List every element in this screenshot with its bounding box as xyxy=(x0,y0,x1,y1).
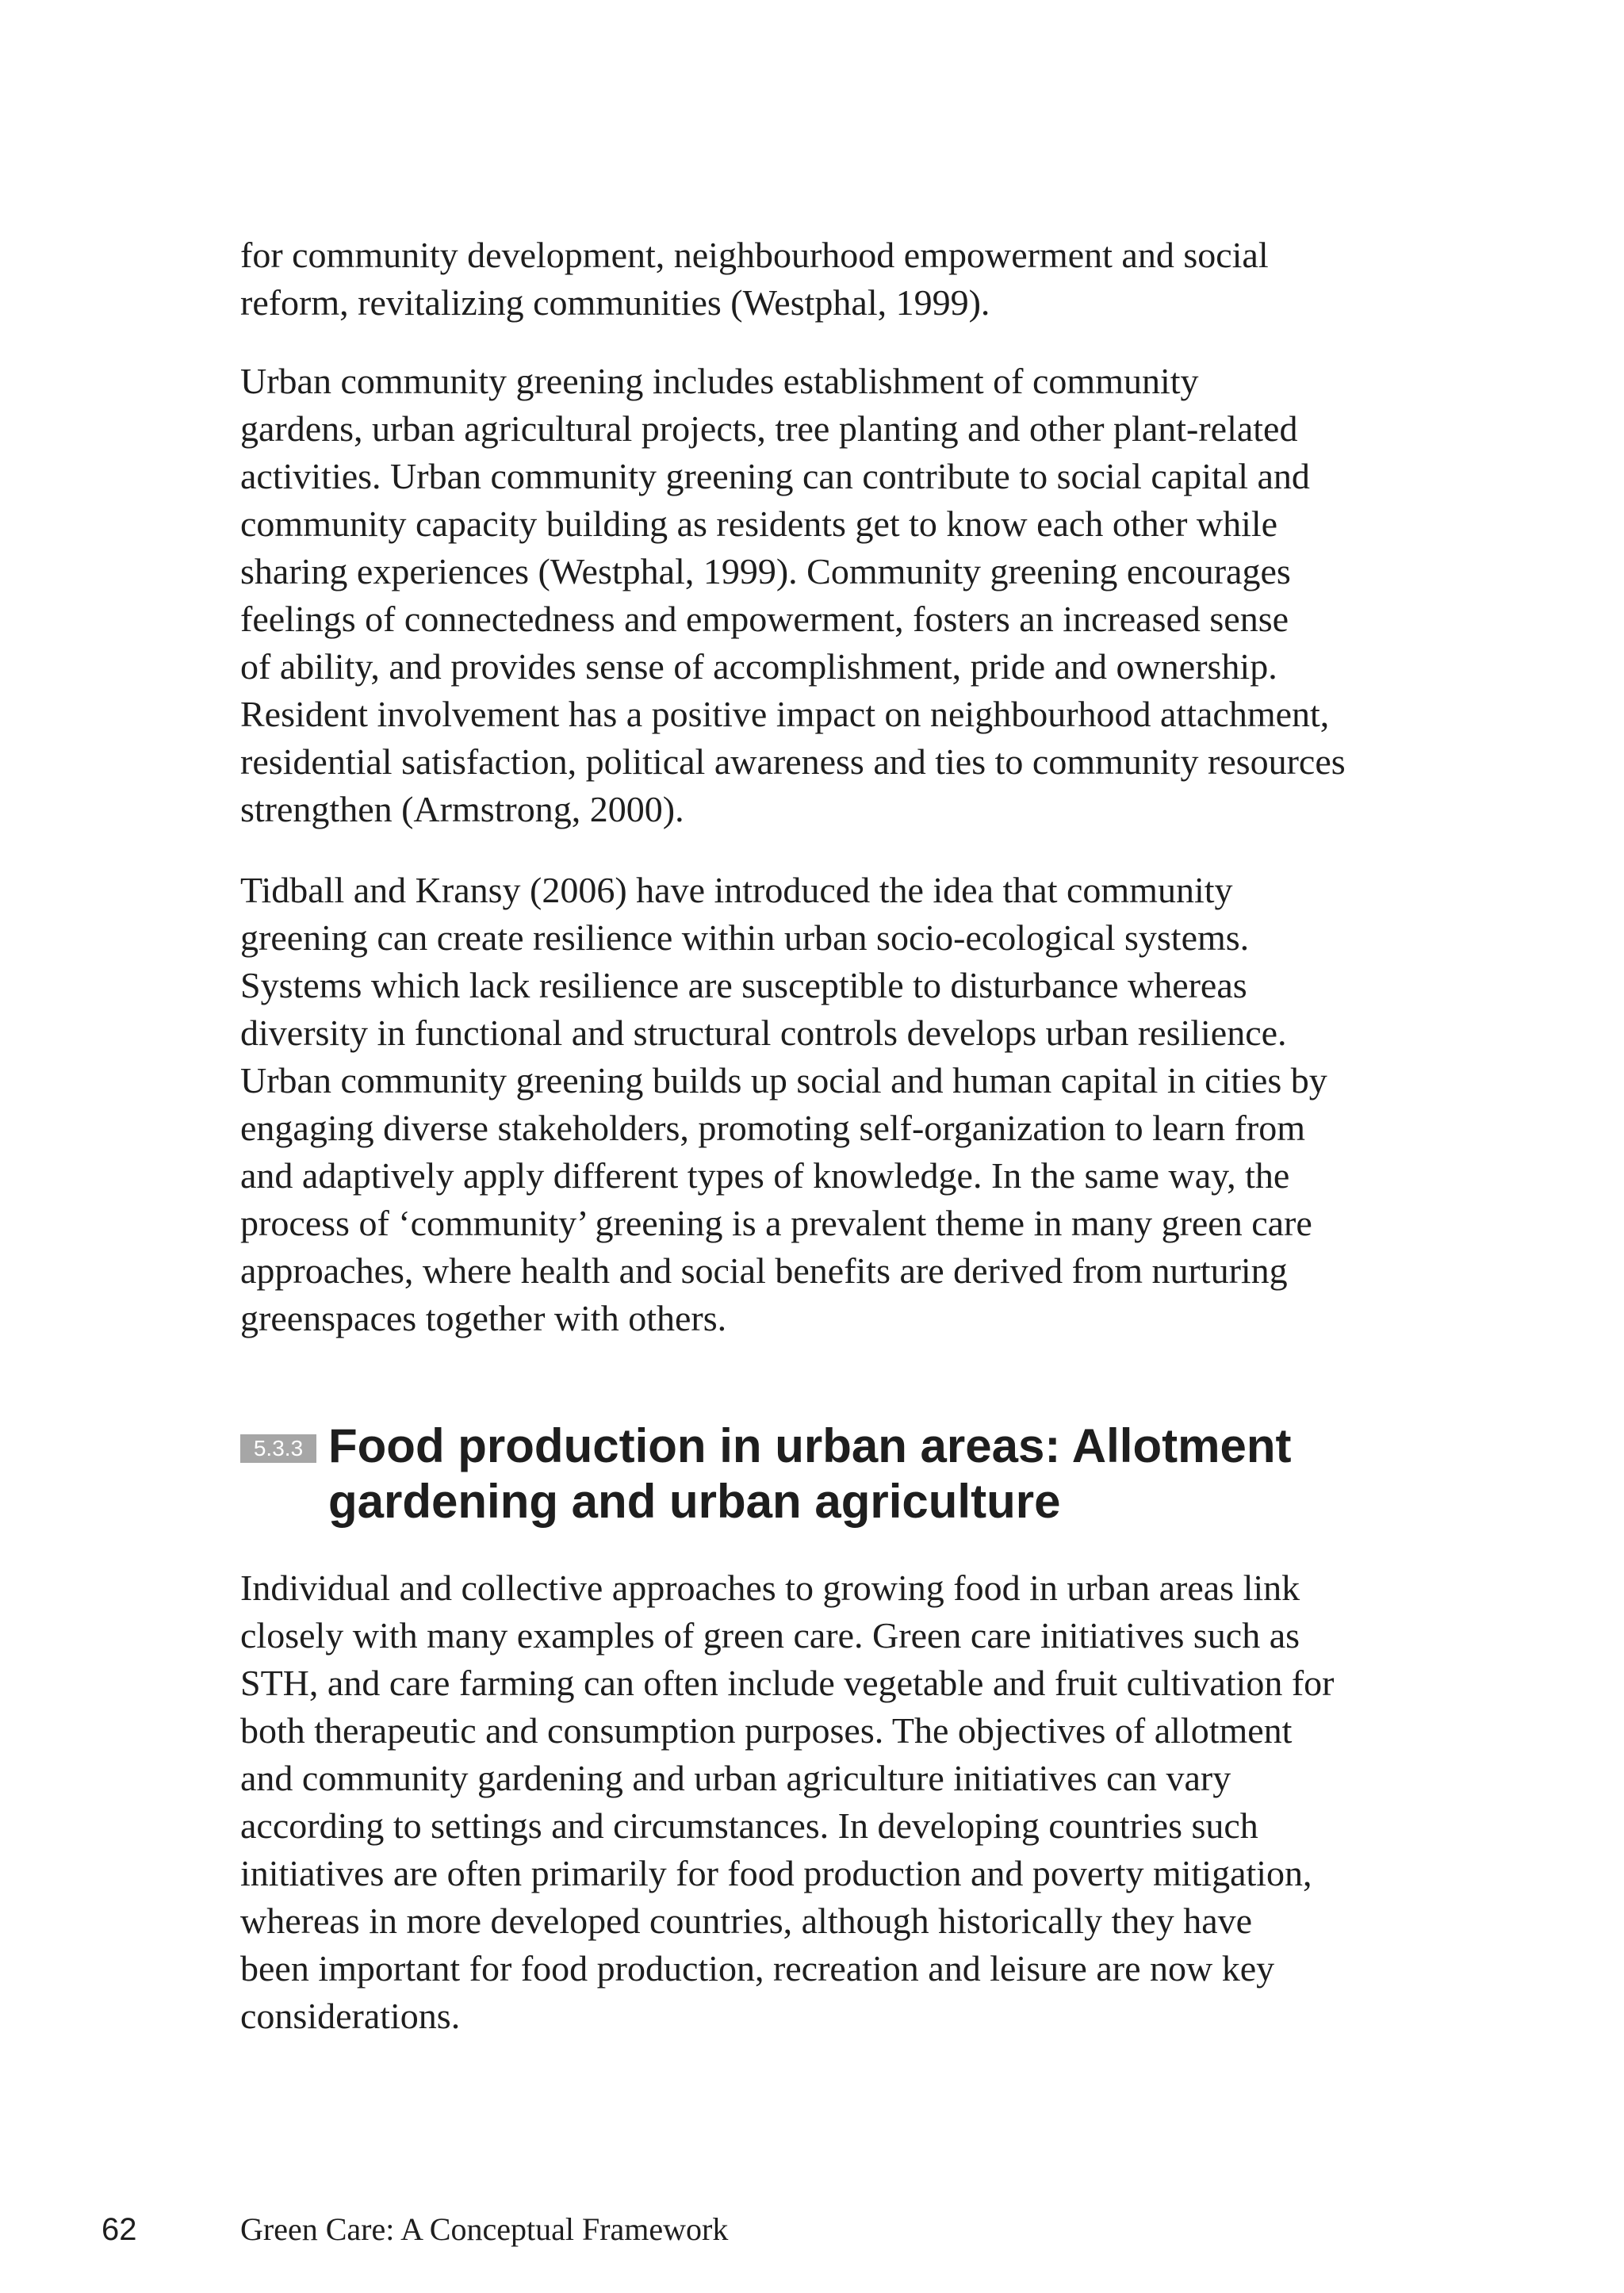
paragraph-line: greening can create resilience within urban socio-ecological systems. xyxy=(240,917,1250,958)
paragraph-line: diversity in functional and structural controls develops urban resilience. xyxy=(240,1013,1287,1053)
section-number-badge: 5.3.3 xyxy=(240,1434,316,1463)
section-title xyxy=(328,1418,1291,1529)
paragraph-line: Urban community greening builds up social and human capital in cities by xyxy=(240,1060,1327,1101)
section-title-line: Food production in urban areas: Allotment xyxy=(328,1419,1292,1472)
body-paragraph-4 xyxy=(240,1564,1398,2040)
section-title-line: gardening and urban agriculture xyxy=(328,1475,1061,1528)
paragraph-line: of ability, and provides sense of accomplishment, pride and ownership. xyxy=(240,646,1277,687)
paragraph-line: activities. Urban community greening can contribute to social capital and xyxy=(240,456,1310,496)
paragraph-line: Urban community greening includes establishment of community xyxy=(240,361,1199,401)
paragraph-line: greenspaces together with others. xyxy=(240,1298,727,1338)
paragraph-line: process of ‘community’ greening is a prevalent theme in many green care xyxy=(240,1203,1312,1243)
body-paragraph-3 xyxy=(240,867,1398,1342)
running-footer-title: Green Care: A Conceptual Framework xyxy=(240,2211,729,2247)
paragraph-line: engaging diverse stakeholders, promoting self-organization to learn from xyxy=(240,1108,1305,1148)
paragraph-line: Resident involvement has a positive impact on neighbourhood attachment, xyxy=(240,694,1330,734)
paragraph-line: feelings of connectedness and empowerment, fosters an increased sense xyxy=(240,599,1289,639)
paragraph-line: Individual and collective approaches to growing food in urban areas link xyxy=(240,1568,1300,1608)
paragraph-line: gardens, urban agricultural projects, tree planting and other plant-related xyxy=(240,408,1298,449)
body-paragraph-2 xyxy=(240,358,1398,833)
paragraph-line: residential satisfaction, political awareness and ties to community resources xyxy=(240,741,1346,782)
page-number: 62 xyxy=(102,2212,137,2247)
paragraph-line: closely with many examples of green care. Green care initiatives such as xyxy=(240,1615,1300,1656)
paragraph-line: for community development, neighbourhood empowerment and social xyxy=(240,235,1269,275)
paragraph-line: Systems which lack resilience are susceptible to disturbance whereas xyxy=(240,965,1247,1005)
paragraph-line: been important for food production, recreation and leisure are now key xyxy=(240,1948,1275,1989)
body-paragraph-1 xyxy=(240,232,1398,327)
paragraph-line: strengthen (Armstrong, 2000). xyxy=(240,789,684,829)
paragraph-line: whereas in more developed countries, although historically they have xyxy=(240,1901,1253,1941)
paragraph-line: STH, and care farming can often include vegetable and fruit cultivation for xyxy=(240,1663,1335,1703)
paragraph-line: initiatives are often primarily for food production and poverty mitigation, xyxy=(240,1853,1312,1893)
paragraph-line: Tidball and Kransy (2006) have introduced the idea that community xyxy=(240,870,1233,910)
paragraph-line: and adaptively apply different types of knowledge. In the same way, the xyxy=(240,1155,1290,1196)
paragraph-line: considerations. xyxy=(240,1996,461,2036)
paragraph-line: community capacity building as residents get to know each other while xyxy=(240,503,1278,544)
paragraph-line: and community gardening and urban agriculture initiatives can vary xyxy=(240,1758,1231,1798)
paragraph-line: according to settings and circumstances. In developing countries such xyxy=(240,1805,1258,1846)
paragraph-line: both therapeutic and consumption purposes. The objectives of allotment xyxy=(240,1710,1293,1751)
paragraph-line: sharing experiences (Westphal, 1999). Community greening encourages xyxy=(240,551,1291,591)
paragraph-line: reform, revitalizing communities (Westphal, 1999). xyxy=(240,282,990,323)
paragraph-line: approaches, where health and social benefits are derived from nurturing xyxy=(240,1250,1288,1291)
